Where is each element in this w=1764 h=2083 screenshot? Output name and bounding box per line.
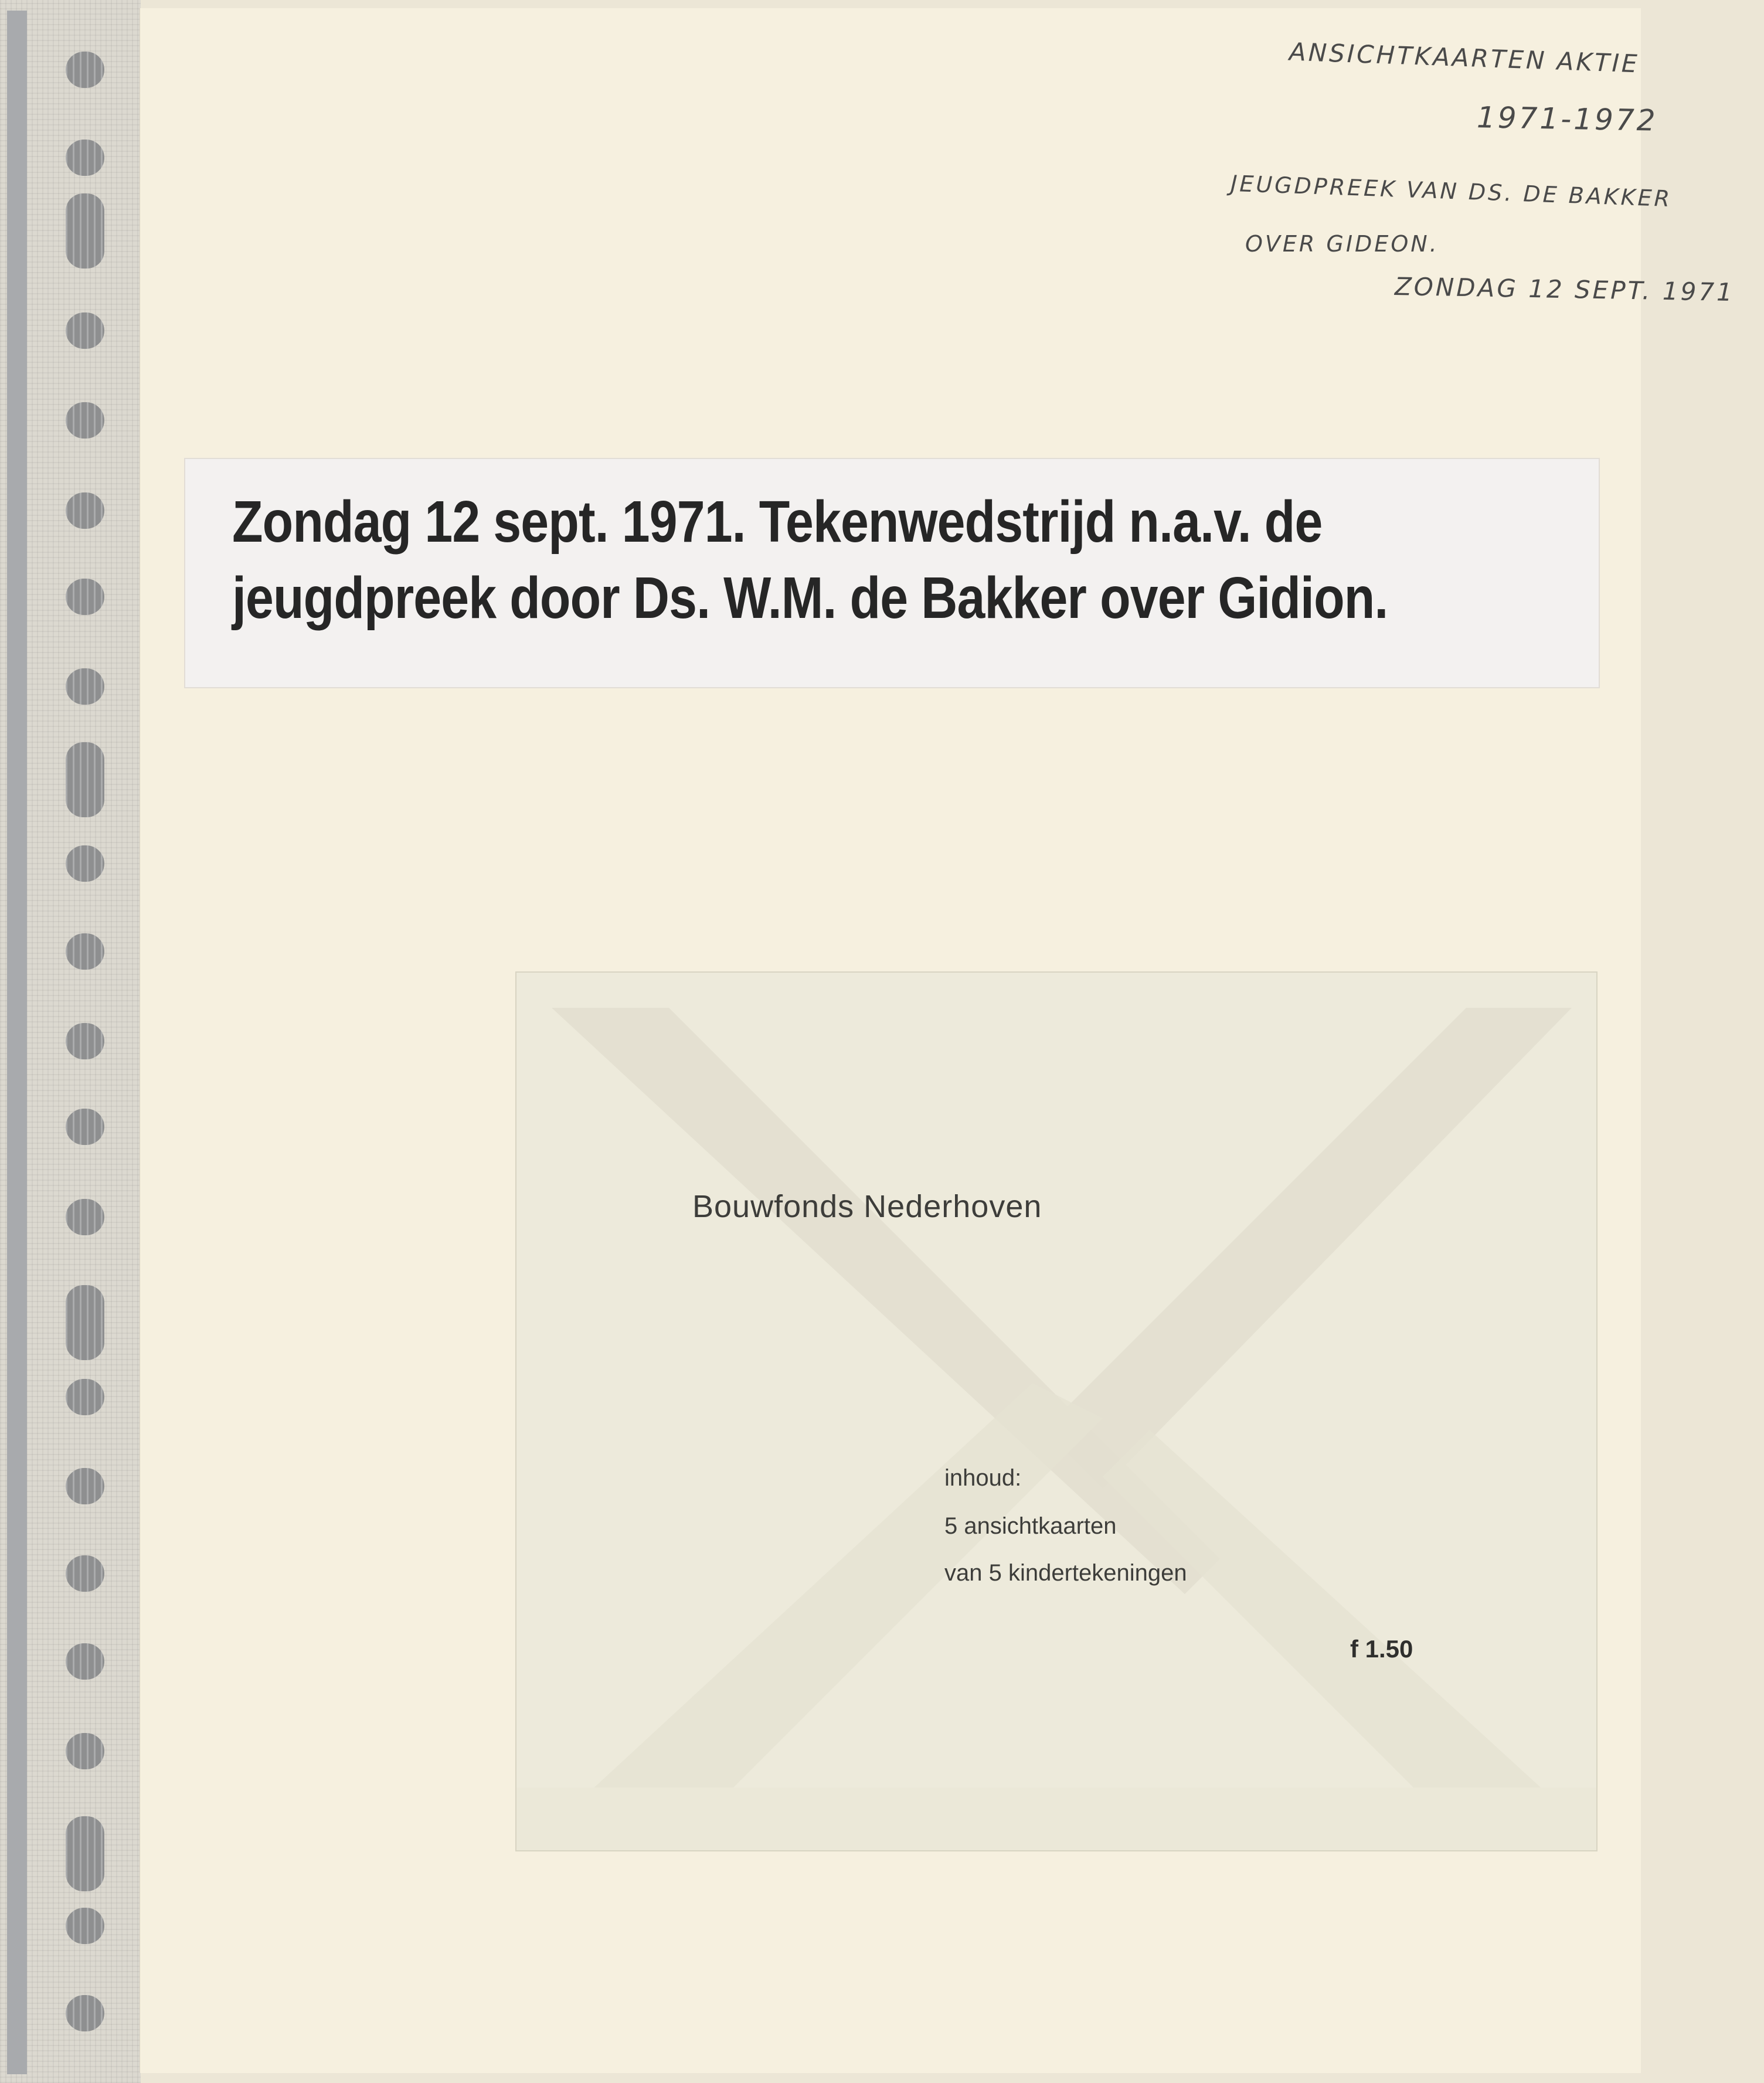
envelope-flap-shadows: [516, 973, 1596, 1850]
punch-hole: [66, 742, 104, 817]
envelope-contents-line-1: 5 ansichtkaarten: [944, 1513, 1117, 1539]
punch-hole: [66, 579, 104, 615]
punch-hole: [66, 1468, 104, 1504]
punch-hole: [66, 1995, 104, 2031]
punch-hole: [66, 933, 104, 970]
binder-strip: [0, 0, 141, 2083]
punch-hole: [66, 1109, 104, 1145]
binder-edge: [7, 11, 27, 2074]
album-page: [140, 8, 1735, 2073]
handwritten-note: [1189, 38, 1764, 331]
envelope-contents-line-2: van 5 kindertekeningen: [944, 1560, 1187, 1586]
envelope: [515, 971, 1598, 1851]
punch-hole: [66, 1816, 104, 1891]
note-line-years: 1971-1972: [1476, 100, 1658, 138]
punch-hole: [66, 1555, 104, 1592]
punch-hole: [66, 845, 104, 882]
envelope-price: f 1.50: [1350, 1635, 1413, 1663]
punch-hole: [66, 1733, 104, 1769]
label-line-1: Zondag 12 sept. 1971. Tekenwedstrijd n.a.v. de: [232, 489, 1323, 555]
punch-hole: [66, 1908, 104, 1944]
punch-hole: [66, 140, 104, 176]
punch-hole: [66, 402, 104, 439]
punch-hole: [66, 193, 104, 269]
punch-hole: [66, 1199, 104, 1235]
printed-label: [185, 459, 1599, 687]
label-line-2: jeugdpreek door Ds. W.M. de Bakker over Gidion.: [232, 565, 1388, 631]
punch-hole: [66, 492, 104, 529]
envelope-title: Bouwfonds Nederhoven: [692, 1189, 1042, 1224]
punch-hole: [66, 1285, 104, 1360]
note-line-gideon: OVER GIDEON.: [1245, 231, 1439, 257]
punch-hole: [66, 312, 104, 349]
punch-hole: [66, 668, 104, 705]
punch-hole: [66, 1379, 104, 1415]
note-line-title: ANSICHTKAARTEN AKTIE: [1289, 37, 1640, 79]
note-line-date: ZONDAG 12 SEPT. 1971: [1394, 271, 1735, 307]
punch-hole: [66, 1643, 104, 1680]
note-line-sermon: JEUGDPREEK VAN DS. DE BAKKER: [1230, 170, 1673, 212]
punch-hole: [66, 1023, 104, 1059]
punch-hole: [66, 52, 104, 88]
envelope-contents-heading: inhoud:: [944, 1465, 1022, 1491]
